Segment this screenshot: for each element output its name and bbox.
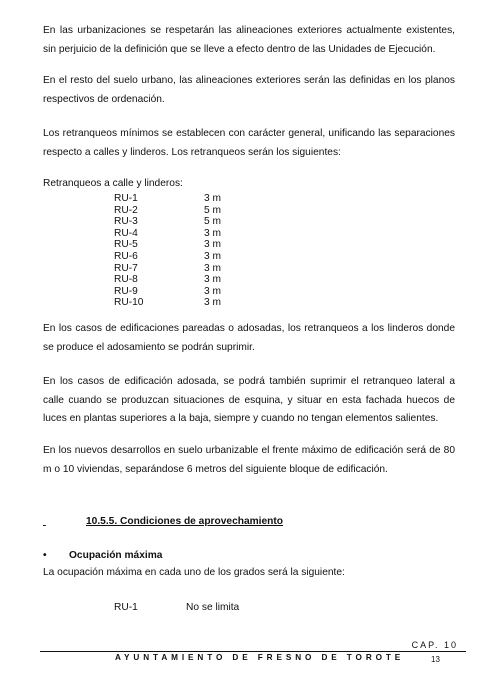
setback-value: 3 m — [204, 250, 221, 262]
paragraph-edificacion-adosada: En los casos de edificación adosada, se podrá también suprimir el retranqueo lateral a calle cuando se produzcan situaciones de esquina, y situar en esta fachada huecos de luces en plantas superiores a la baja, siempre y cuando no tengan elementos salientes. — [43, 376, 455, 424]
setback-value: 3 m — [204, 297, 221, 309]
footer-organization: AYUNTAMIENTO DE FRESNO DE TOROTE — [115, 653, 405, 662]
footer-divider — [40, 651, 466, 652]
grade-code: RU-4 — [114, 227, 138, 239]
grade-code: RU-1 — [114, 193, 138, 204]
table-row — [114, 216, 244, 228]
grade-code: RU-8 — [114, 274, 138, 286]
grade-code: RU-3 — [114, 216, 138, 228]
grade-code: RU-2 — [114, 204, 138, 216]
grade-code: RU-10 — [114, 297, 144, 309]
setback-value: 3 m — [204, 239, 221, 251]
setback-value: 3 m — [204, 274, 221, 286]
table-row — [114, 297, 244, 309]
paragraph-retranqueos-minimos: Los retranqueos mínimos se establecen con carácter general, unificando las separaciones respecto a calles y linderos. Los retranqueos serán los siguientes: — [43, 128, 455, 158]
grade-code: RU-5 — [114, 239, 138, 251]
setback-value: 3 m — [204, 227, 221, 239]
chapter-label: CAP. 10 — [411, 640, 458, 650]
bullet-label: Ocupación máxima — [69, 550, 163, 561]
table-row — [114, 193, 244, 205]
paragraph-alineaciones-suelo-urbano: En el resto del suelo urbano, las alineaciones exteriores serán las definidas en los planos respectivos de ordenación. — [43, 75, 455, 105]
ocupacion-row — [114, 602, 239, 613]
grade-code: RU-6 — [114, 250, 138, 262]
retranqueos-table — [114, 193, 244, 309]
bullet-item — [43, 549, 162, 563]
table-row — [114, 228, 244, 240]
table-row — [114, 205, 244, 217]
grade-code: RU-9 — [114, 285, 138, 297]
table-row — [114, 286, 244, 298]
grade-code: RU-1 — [114, 602, 138, 613]
setback-value: 3 m — [204, 285, 221, 297]
table-row — [114, 251, 244, 263]
bullet-icon: • — [43, 550, 47, 561]
table-row — [114, 274, 244, 286]
ocupacion-value: No se limita — [186, 602, 240, 613]
paragraph-nuevos-desarrollos: En los nuevos desarrollos en suelo urbanizable el frente máximo de edificación será de 80 m o 10 viviendas, separándose 6 metros del siguiente bloque de edificación. — [43, 445, 455, 475]
table-row — [114, 239, 244, 251]
setback-value: 5 m — [204, 216, 221, 228]
section-heading-text: 10.5.5. Condiciones de aprovechamiento — [86, 516, 284, 527]
paragraph-alineaciones-urbanizaciones: En las urbanizaciones se respetarán las alineaciones exteriores actualmente existentes, sin perjuicio de la definición que se lleve a efecto dentro de las Unidades de Ejecución. — [43, 25, 455, 55]
section-heading — [43, 515, 283, 529]
retranqueos-list-heading: Retranqueos a calle y linderos: — [43, 178, 183, 189]
paragraph-ocupacion-maxima: La ocupación máxima en cada uno de los grados será la siguiente: — [43, 567, 345, 578]
setback-value: 5 m — [204, 204, 221, 216]
setback-value: 3 m — [204, 193, 221, 204]
page-number: 13 — [431, 655, 440, 664]
paragraph-pareadas-adosadas: En los casos de edificaciones pareadas o adosadas, los retranqueos a los linderos donde se produce el adosamiento se podrán suprimir. — [43, 323, 455, 353]
setback-value: 3 m — [204, 262, 221, 274]
table-row — [114, 263, 244, 275]
grade-code: RU-7 — [114, 262, 138, 274]
